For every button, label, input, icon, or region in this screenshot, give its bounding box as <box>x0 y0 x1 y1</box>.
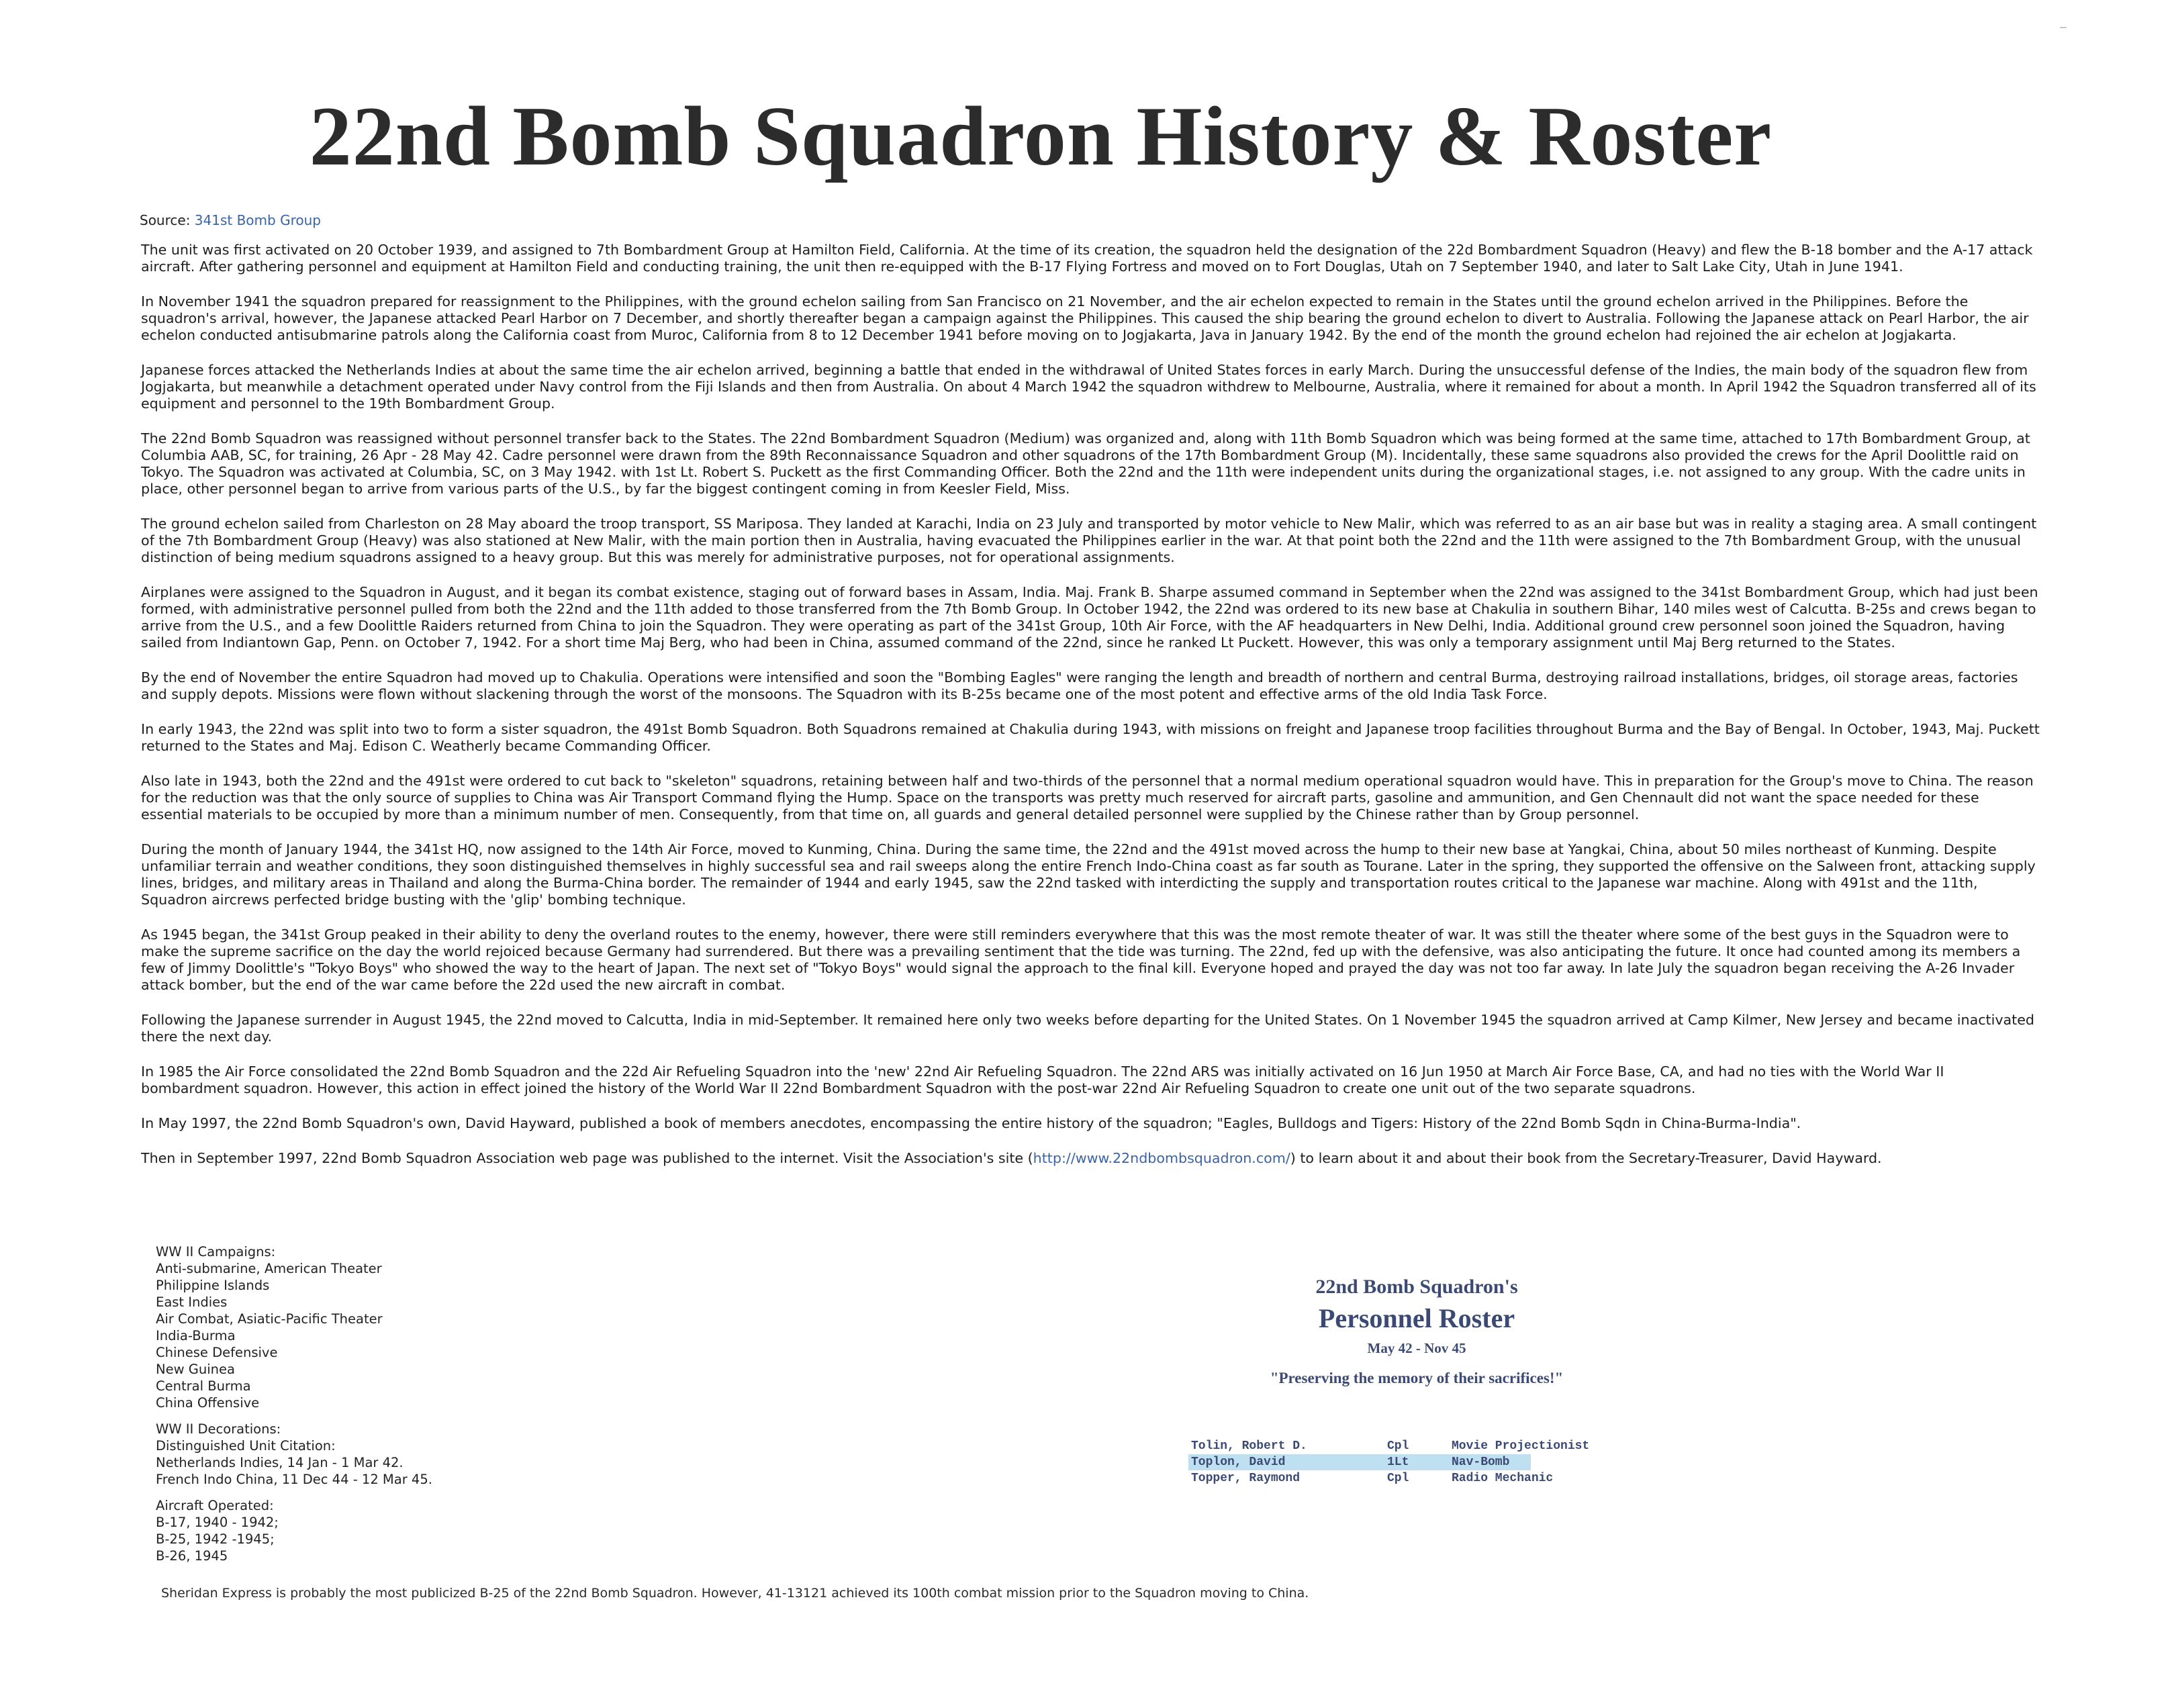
list-item: Netherlands Indies, 14 Jan - 1 Mar 42. <box>156 1455 404 1470</box>
scan-mark <box>2060 27 2067 28</box>
roster-rank: Cpl <box>1387 1472 1409 1485</box>
source-label: Source: <box>140 212 191 228</box>
source-line <box>140 212 321 228</box>
list-item: China Offensive <box>156 1395 260 1411</box>
list-item: India-Burma <box>156 1328 236 1343</box>
history-paragraph: By the end of November the entire Squadron had moved up to Chakulia. Operations were intensified and soon the "Bombing Eagles" were ranging the length and breadth of northern and central Burma, destroying railroad installations, bridges, oil storage areas, factories and supply depots. Missions were flown without slackening through the worst of the monsoons. The Squadron with its B-25s became one of the most potent and effective arms of the old India Task Force. <box>141 669 2018 702</box>
website-text-before: Then in September 1997, 22nd Bomb Squadron Association web page was published to the internet. Visit the Association's site ( <box>141 1150 1033 1166</box>
roster-rank: 1Lt <box>1387 1456 1409 1469</box>
aircraft-heading: Aircraft Operated: <box>156 1498 274 1513</box>
history-paragraph: As 1945 began, the 341st Group peaked in their ability to deny the overland routes to the enemy, however, there were still reminders everywhere that this was the most remote theater of war. It was still the theater where some of the best guys in the Squadron were to make the supreme sacrifice on the day the world rejoiced because Germany had surrendered. But there was a prevailing sentiment that the tide was turning. The 22nd, fed up with the defensive, was also anticipating the future. It once had counted among its members a few of Jimmy Doolittle's "Tokyo Boys" who showed the way to the heart of Japan. The next set of "Tokyo Boys" would signal the approach to the final kill. Everyone hoped and prayed the day was not too far away. In late July the squadron began receiving the A-26 Invader attack bomber, but the end of the war came before the 22d used the new aircraft in combat. <box>141 927 2021 993</box>
campaigns-heading: WW II Campaigns: <box>156 1244 276 1260</box>
history-paragraph: The 22nd Bomb Squadron was reassigned without personnel transfer back to the States. The 22nd Bombardment Squadron (Medium) was organized and, along with 11th Bomb Squadron which was being formed at the same time, attached to 17th Bombardment Group, at Columbia AAB, SC, for training, 26 Apr - 28 May 42. Cadre personnel were drawn from the 89th Reconnaissance Squadron and other squadrons of the 17th Bombardment Group (M). Incidentally, these same squadrons also provided the crews for the April Doolittle raid on Tokyo. The Squadron was activated at Columbia, SC, on 3 May 1942. with 1st Lt. Robert S. Puckett as the first Commanding Officer. Both the 22nd and the 11th were independent units during the organizational stages, i.e. not assigned to any group. With the cadre units in place, other personnel began to arrive from various parts of the U.S., by far the biggest contingent coming in from Keesler Field, Miss. <box>141 430 2030 497</box>
list-item: B-17, 1940 - 1942; <box>156 1515 279 1530</box>
list-item: Philippine Islands <box>156 1278 270 1293</box>
roster-name: Toplon, David <box>1191 1456 1286 1469</box>
history-paragraph: Japanese forces attacked the Netherlands Indies at about the same time the air echelon arrived, beginning a battle that ended in the withdrawal of United States forces in early March. During the unsuccessful defense of the Indies, the main body of the squadron flew from Jogjakarta, but meanwhile a detachment operated under Navy control from the Fiji Islands and then from Australia. On about 4 March 1942 the squadron withdrew to Melbourne, Australia, where it remained for about a month. In April 1942 the Squadron transferred all of its equipment and personnel to the 19th Bombardment Group. <box>141 362 2036 412</box>
roster-title: 22nd Bomb Squadron's <box>1315 1276 1518 1298</box>
service-summary <box>156 1243 760 1574</box>
list-item: Air Combat, Asiatic-Pacific Theater <box>156 1311 383 1327</box>
history-paragraph: During the month of January 1944, the 341st HQ, now assigned to the 14th Air Force, moved to Kunming, China. During the same time, the 22nd and the 491st moved across the hump to their new base at Yangkai, China, about 50 miles northeast of Kunming. Despite unfamiliar terrain and weather conditions, they soon distinguished themselves in highly successful sea and rail sweeps along the entire French Indo-China coast as far south as Tourane. Later in the spring, they supported the offensive on the Salween front, attacking supply lines, bridges, and military areas in Thailand and along the Burma-China border. The remainder of 1944 and early 1945, saw the 22nd tasked with interdicting the supply and transportation routes critical to the Japanese war machine. Along with 491st and the 11th, Squadron aircrews perfected bridge busting with the 'glip' bombing technique. <box>141 841 2036 908</box>
roster-job: Movie Projectionist <box>1452 1439 1590 1453</box>
list-item: Central Burma <box>156 1378 251 1394</box>
campaigns-list <box>156 1243 760 1411</box>
list-item: B-26, 1945 <box>156 1548 228 1564</box>
list-item: Chinese Defensive <box>156 1345 278 1360</box>
list-item: French Indo China, 11 Dec 44 - 12 Mar 45. <box>156 1472 432 1487</box>
association-link[interactable]: http://www.22ndbombsquadron.com/ <box>1033 1150 1290 1166</box>
table-row[interactable] <box>1188 1470 1618 1486</box>
history-paragraph: Also late in 1943, both the 22nd and the 491st were ordered to cut back to "skeleton" squadrons, retaining between half and two-thirds of the personnel that a normal medium operational squadron would have. This in preparation for the Group's move to China. The reason for the reduction was that the only source of supplies to China was Air Transport Command flying the Hump. Space on the transports was pretty much reserved for aircraft parts, gasoline and ammunition, and Gen Chennault did not want the space needed for these essential materials to be occupied by more than a minimum number of men. Consequently, from that time on, all guards and general detailed personnel were supplied by the Chinese rather than by Group personnel. <box>141 773 2034 822</box>
decorations-heading: WW II Decorations: <box>156 1421 281 1437</box>
history-paragraph-website <box>141 1150 2041 1167</box>
roster-job: Nav-Bomb <box>1452 1456 1510 1469</box>
roster-dates: May 42 - Nov 45 <box>1367 1340 1466 1356</box>
history-paragraph: In November 1941 the squadron prepared for reassignment to the Philippines, with the ground echelon sailing from San Francisco on 21 November, and the air echelon expected to remain in the States until the ground echelon arrived in the Philippines. Before the squadron's arrival, however, the Japanese attacked Pearl Harbor on 7 December, and shortly thereafter began a campaign against the Philippines. This caused the ship bearing the ground echelon to divert to Australia. Following the Japanese attack on Pearl Harbor, the air echelon conducted antisubmarine patrols along the California coast from Muroc, California from 8 to 12 December 1941 before moving on to Jogjakarta, Java in January 1942. By the end of the month the ground echelon had rejoined the air echelon at Jogjakarta. <box>141 293 2029 343</box>
history-paragraph: In early 1943, the 22nd was split into two to form a sister squadron, the 491st Bomb Squadron. Both Squadrons remained at Chakulia during 1943, with missions on freight and Japanese troop facilities throughout Burma and the Bay of Bengal. In October, 1943, Maj. Puckett returned to the States and Maj. Edison C. Weatherly became Commanding Officer. <box>141 721 2040 754</box>
list-item: East Indies <box>156 1294 228 1310</box>
decorations-list <box>156 1421 760 1488</box>
source-link[interactable]: 341st Bomb Group <box>194 212 321 228</box>
list-item: New Guinea <box>156 1362 235 1377</box>
roster-name: Topper, Raymond <box>1191 1472 1301 1485</box>
history-text <box>141 242 2041 1185</box>
website-text-after: ) to learn about it and about their book from the Secretary-Treasurer, David Hayward. <box>1290 1150 1882 1166</box>
history-paragraph: In 1985 the Air Force consolidated the 22nd Bomb Squadron and the 22d Air Refueling Squadron into the 'new' 22nd Air Refueling Squadron. The 22nd ARS was initially activated on 16 Jun 1950 at March Air Force Base, CA, and had no ties with the World War II bombardment squadron. However, this action in effect joined the history of the World War II 22nd Bombardment Squadron with the post-war 22nd Air Refueling Squadron to create one unit out of the two separate squadrons. <box>141 1063 1944 1096</box>
roster-motto: "Preserving the memory of their sacrifices!" <box>1270 1370 1564 1386</box>
history-paragraph: Airplanes were assigned to the Squadron in August, and it began its combat existence, staging out of forward bases in Assam, India. Maj. Frank B. Sharpe assumed command in September when the 22nd was assigned to the 341st Bombardment Group, which had just been formed, with administrative personnel pulled from both the 22nd and the 11th added to those transferred from the 7th Bomb Group. In October 1942, the 22nd was ordered to its new base at Chakulia in southern Bihar, 140 miles west of Calcutta. B-25s and crews began to arrive from the U.S., and a few Doolittle Raiders returned from China to join the Squadron. They were operating as part of the 341st Group, 10th Air Force, with the AF headquarters in New Delhi, India. Additional ground crew personnel soon joined the Squadron, having sailed from Indiantown Gap, Penn. on October 7, 1942. For a short time Maj Berg, who had been in China, assumed command of the 22nd, since he ranked Lt Puckett. However, this was only a temporary assignment until Maj Berg returned to the States. <box>141 584 2038 651</box>
roster-table <box>1188 1438 1618 1486</box>
page-title: 22nd Bomb Squadron History & Roster <box>309 90 1773 183</box>
roster-name: Tolin, Robert D. <box>1191 1439 1307 1453</box>
aircraft-list <box>156 1497 760 1564</box>
history-paragraph: The unit was first activated on 20 October 1939, and assigned to 7th Bombardment Group at Hamilton Field, California. At the time of its creation, the squadron held the designation of the 22d Bombardment Squadron (Heavy) and flew the B-18 bomber and the A-17 attack aircraft. After gathering personnel and equipment at Hamilton Field and conducting training, the unit then re-equipped with the B-17 Flying Fortress and moved on to Fort Douglas, Utah on 7 September 1940, and later to Salt Lake City, Utah in June 1941. <box>141 242 2033 275</box>
table-row-selected[interactable] <box>1188 1454 1531 1470</box>
roster-rank: Cpl <box>1387 1439 1409 1453</box>
table-row[interactable] <box>1188 1438 1618 1454</box>
history-paragraph: The ground echelon sailed from Charleston on 28 May aboard the troop transport, SS Mariposa. They landed at Karachi, India on 23 July and transported by motor vehicle to New Malir, which was referred to as an air base but was in reality a staging area. A small contingent of the 7th Bombardment Group (Heavy) was also stationed at New Malir, with the main portion then in Australia, having evacuated the Philippines earlier in the war. At that point both the 22nd and the 11th were assigned to the 7th Bombardment Group, with the unusual distinction of being medium squadrons assigned to a heavy group. But this was merely for administrative purposes, not for operational assignments. <box>141 516 2037 565</box>
list-item: Distinguished Unit Citation: <box>156 1438 336 1454</box>
roster-job: Radio Mechanic <box>1452 1472 1554 1485</box>
history-paragraph: In May 1997, the 22nd Bomb Squadron's own, David Hayward, published a book of members anecdotes, encompassing the entire history of the squadron; "Eagles, Bulldogs and Tigers: History of the 22nd Bomb Sqdn in China-Burma-India". <box>141 1115 1801 1131</box>
sheridan-note: Sheridan Express is probably the most publicized B-25 of the 22nd Bomb Squadron. However, 41-13121 achieved its 100th combat mission prior to the Squadron moving to China. <box>161 1586 1309 1601</box>
roster-subtitle: Personnel Roster <box>1318 1303 1515 1333</box>
list-item: B-25, 1942 -1945; <box>156 1531 275 1547</box>
history-paragraph: Following the Japanese surrender in August 1945, the 22nd moved to Calcutta, India in mid-September. It remained here only two weeks before departing for the United States. On 1 November 1945 the squadron arrived at Camp Kilmer, New Jersey and became inactivated there the next day. <box>141 1012 2034 1045</box>
list-item: Anti-submarine, American Theater <box>156 1261 382 1276</box>
